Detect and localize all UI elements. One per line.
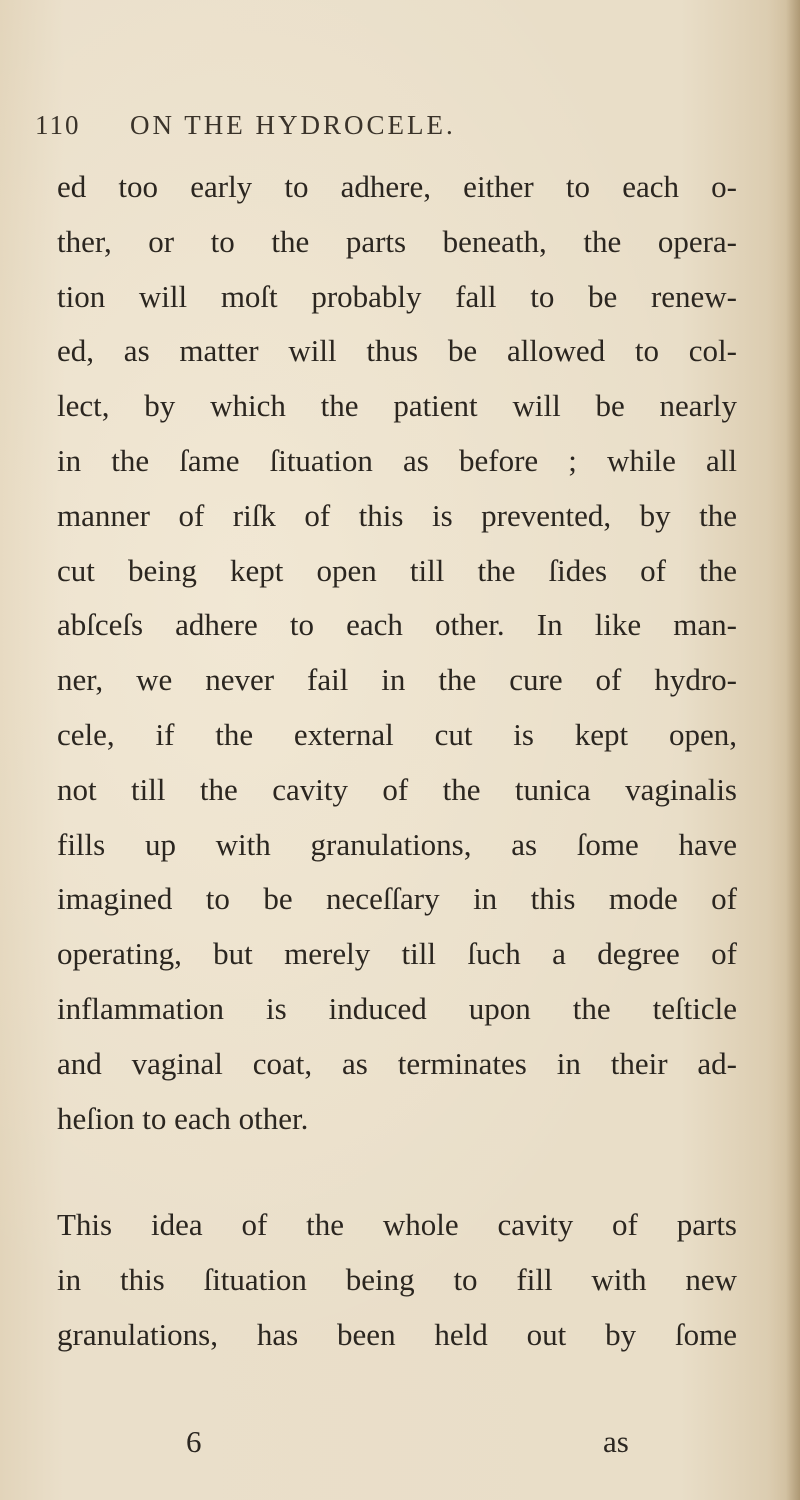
text-line: lect, by which the patient will be nearly bbox=[57, 388, 737, 424]
text-line: tion will moſt probably fall to be renew- bbox=[57, 278, 737, 314]
text-line: abſceſs adhere to each other. In like man- bbox=[57, 607, 737, 643]
paragraph-break bbox=[57, 1146, 737, 1198]
text-line: manner of riſk of this is prevented, by the bbox=[57, 497, 737, 533]
text-line: and vaginal coat, as terminates in their ad- bbox=[57, 1045, 737, 1081]
text-line: This idea of the whole cavity of parts bbox=[57, 1207, 737, 1243]
text-line: imagined to be neceſſary in this mode of bbox=[57, 881, 737, 917]
text-line: cele, if the external cut is kept open, bbox=[57, 716, 737, 752]
text-line: ed, as matter will thus be allowed to col- bbox=[57, 333, 737, 369]
text-line: fills up with granulations, as ſome have bbox=[57, 826, 737, 862]
text-line: in the ſame ſituation as before ; while all bbox=[57, 442, 737, 478]
text-line: heſion to each other. bbox=[57, 1100, 309, 1136]
text-line: ner, we never fail in the cure of hydro- bbox=[57, 662, 737, 698]
signature-mark: 6 bbox=[186, 1424, 202, 1459]
body-text bbox=[57, 160, 737, 1363]
page-footer bbox=[0, 1424, 800, 1474]
text-line: ther, or to the parts beneath, the opera- bbox=[57, 223, 737, 259]
running-head bbox=[35, 110, 735, 150]
text-line: granulations, has been held out by ſome bbox=[57, 1316, 737, 1352]
text-line: ed too early to adhere, either to each o- bbox=[57, 169, 737, 204]
page-number: 110 bbox=[35, 110, 81, 140]
page-edge-shadow bbox=[786, 0, 800, 1500]
text-line: operating, but merely till ſuch a degree of bbox=[57, 936, 737, 972]
text-line: in this ſituation being to fill with new bbox=[57, 1262, 737, 1298]
catchword: as bbox=[603, 1424, 629, 1459]
text-line: inflammation is induced upon the teſticle bbox=[57, 990, 737, 1026]
running-title: ON THE HYDROCELE. bbox=[130, 110, 456, 140]
text-line: not till the cavity of the tunica vaginalis bbox=[57, 771, 737, 807]
text-line: cut being kept open till the ſides of the bbox=[57, 552, 737, 588]
